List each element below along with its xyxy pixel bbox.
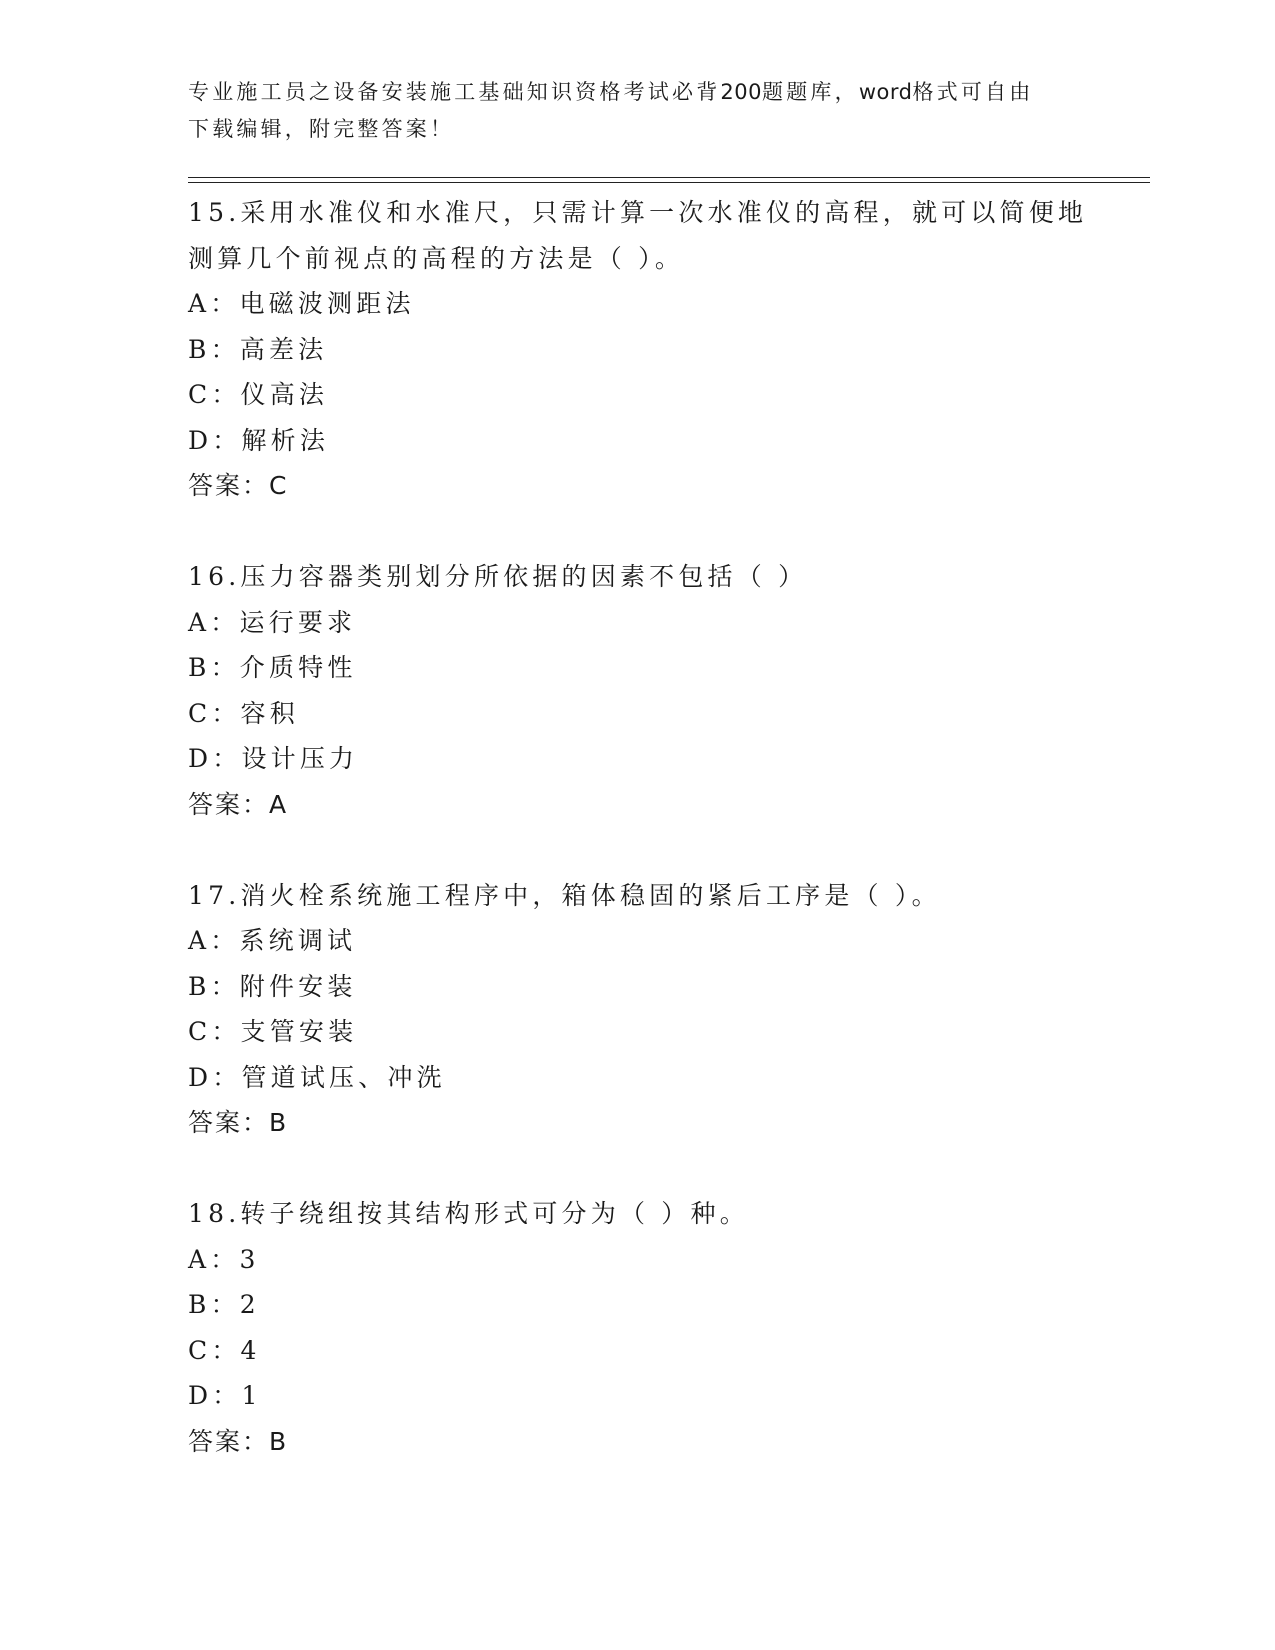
option-c: C：仪高法 [188,380,329,409]
question-17 [188,873,1088,1146]
spacer [188,509,1088,555]
question-stem: 15.采用水准仪和水准尺，只需计算一次水准仪的高程，就可以简便地 [188,198,1088,227]
option-d: D：解析法 [188,425,330,455]
header-count: 200 [720,80,762,104]
header-text-b: 题题库， [762,80,859,104]
spacer [188,827,1088,873]
answer-label: 答案：A [188,789,289,819]
option-a: A：电磁波测距法 [188,289,415,318]
option-a: A：运行要求 [188,607,357,637]
header-text-a: 专业施工员之设备安装施工基础知识资格考试必背 [188,80,721,104]
option-c: C：支管安装 [188,1017,358,1046]
option-c: C：容积 [188,698,299,728]
question-16 [188,554,1088,827]
option-d: D：1 [188,1381,262,1410]
option-c: C：4 [188,1335,261,1365]
question-stem: 18.转子绕组按其结构形式可分为（ ）种。 [188,1199,749,1228]
header-divider-top [188,177,1150,178]
question-15 [188,190,1088,509]
question-list [188,190,1088,1464]
answer-label: 答案：C [188,471,289,500]
question-18 [188,1191,1088,1464]
option-d: D：管道试压、冲洗 [188,1062,446,1092]
answer-label: 答案：B [188,1108,289,1137]
option-b: B：高差法 [188,334,328,364]
answer-label: 答案：B [188,1426,289,1456]
option-b: B：2 [188,1290,260,1319]
document-header [188,74,1068,148]
header-divider-bottom [188,182,1150,183]
header-text-c: 格式可自由 [912,80,1034,104]
spacer [188,1146,1088,1192]
question-stem: 17.消火栓系统施工程序中，箱体稳固的紧后工序是（ ）。 [188,880,941,910]
header-line-1 [188,74,1068,111]
option-b: B：介质特性 [188,653,357,682]
question-stem: 16.压力容器类别划分所依据的因素不包括（ ） [188,562,808,591]
header-format: word [858,80,913,104]
option-a: A：系统调试 [188,926,357,955]
option-b: B：附件安装 [188,971,357,1001]
option-d: D：设计压力 [188,744,359,773]
header-line-2: 下载编辑，附完整答案！ [188,117,455,141]
option-a: A：3 [188,1244,260,1274]
question-stem-continued: 测算几个前视点的高程的方法是（ ）。 [188,243,685,273]
